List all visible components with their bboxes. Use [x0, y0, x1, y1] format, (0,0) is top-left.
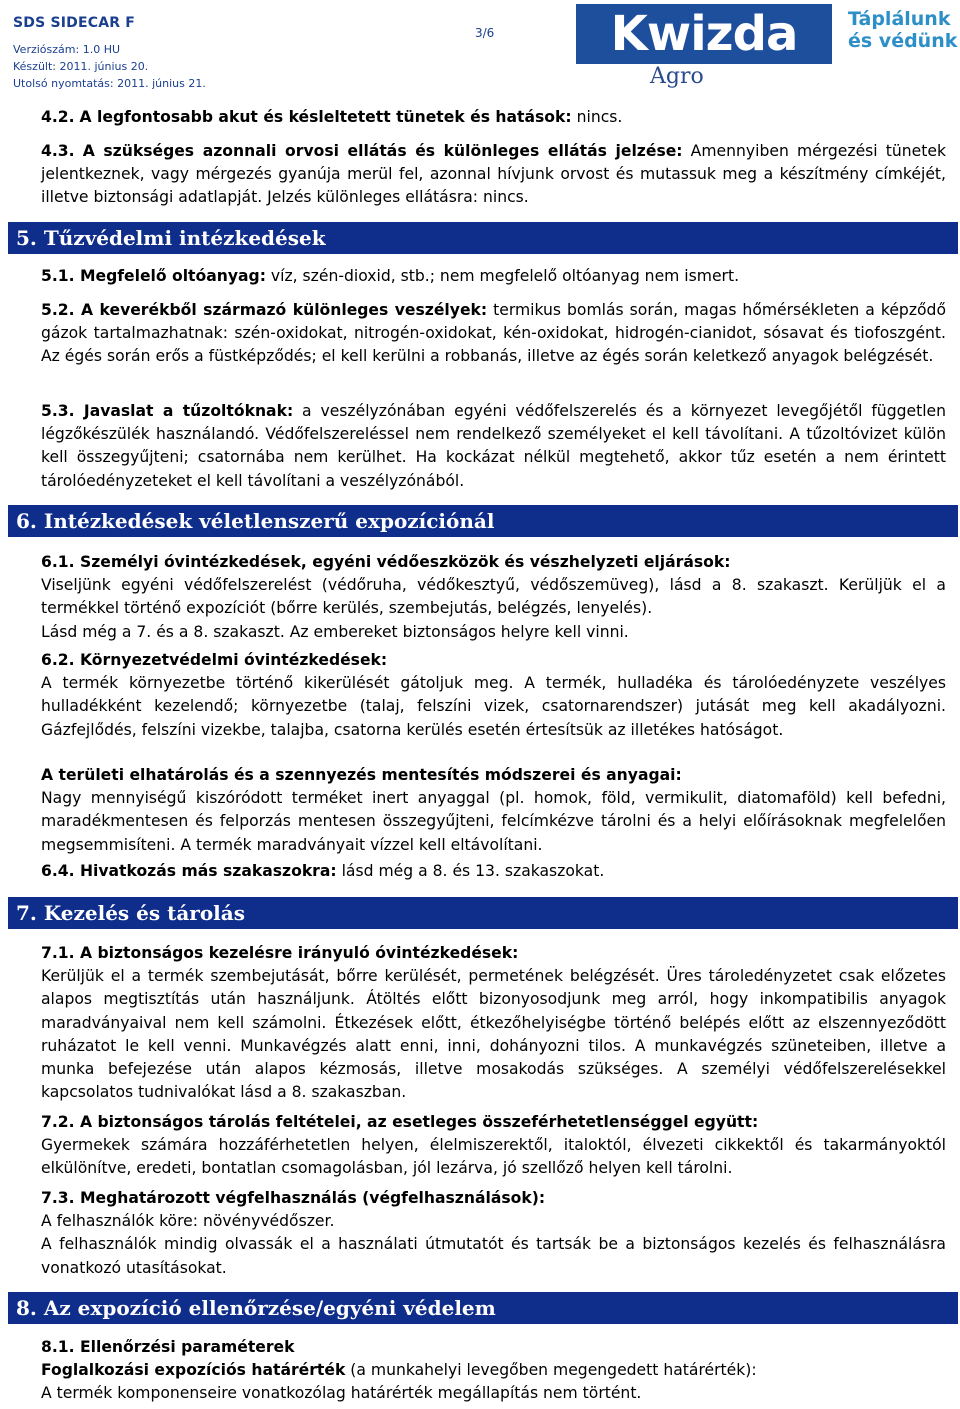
tagline — [848, 8, 957, 52]
section-5-3 — [41, 400, 946, 493]
section-7-2 — [41, 1111, 946, 1181]
created-label: Készült: — [13, 60, 56, 73]
s5-2-label: 5.2. A keverékből származó különleges veszélyek: — [41, 301, 488, 319]
s4-2-label: A legfontosabb akut és késleltetett tünetek és hatások: — [79, 108, 572, 126]
section-7-3 — [41, 1187, 946, 1280]
printed-line — [13, 77, 206, 90]
s5-1-label: 5.1. Megfelelő oltóanyag: — [41, 267, 266, 285]
s4-2-num: 4.2. — [41, 108, 75, 126]
s8-1-label: Foglalkozási expozíciós határérték — [41, 1361, 346, 1380]
s6-1-text: Viseljünk egyéni védőfelszerelést (védőruha, védőkesztyű, védőszemüveg), lásd a 8. szakaszt. Kerüljük el a termékkel történő expozíciót (bőrre kerülés, szembejutás, belégzés, lenyelés). — [41, 576, 946, 618]
version-value: 1.0 HU — [82, 43, 121, 56]
section-5-2 — [41, 299, 946, 369]
section-8-title: 8. Az expozíció ellenőrzése/egyéni védelem — [8, 1292, 958, 1324]
logo-text: Kwizda — [610, 6, 798, 62]
printed-label: Utolsó nyomtatás: — [13, 77, 114, 90]
tagline-line-1: Táplálunk — [848, 8, 951, 30]
section-4-2 — [41, 106, 946, 129]
section-8-1 — [41, 1336, 946, 1406]
s4-3-label: A szükséges azonnali orvosi ellátás és különleges ellátás jelzése: — [82, 142, 683, 160]
created-line — [13, 60, 148, 73]
s6-2-heading: 6.2. Környezetvédelmi óvintézkedések: — [41, 651, 388, 669]
logo-subtext: Agro — [650, 64, 704, 89]
s6-1-text2: Lásd még a 7. és a 8. szakaszt. Az embereket biztonságos helyre kell vinni. — [41, 622, 629, 641]
created-value: 2011. június 20. — [59, 60, 149, 73]
doc-type: SDS SIDECAR F — [13, 15, 136, 31]
document-header — [0, 0, 960, 100]
s7-3-text: A felhasználók köre: növényvédőszer. — [41, 1212, 335, 1231]
s5-2-text: termikus bomlás során, magas hőmérsékleten a képződő gázok tartalmazhatnak: szén-oxidokat, nitrogén-oxidokat, kén-oxidokat, hidrogén-cianidot, sósavat és tiofoszgént. Az égés során erős a füstképződés; el kell kerülni a robbanás, illetve az égés során keletkező anyagok belégzését. — [41, 301, 946, 366]
s5-3-label: 5.3. Javaslat a tűzoltóknak: — [41, 402, 294, 420]
page-number: 3/6 — [475, 26, 495, 40]
section-6-4 — [41, 860, 946, 883]
s7-3-heading: 7.3. Meghatározott végfelhasználás (végfelhasználások): — [41, 1189, 546, 1207]
tagline-line-2: és védünk — [848, 30, 958, 52]
section-6-3 — [41, 764, 946, 857]
section-7-title: 7. Kezelés és tárolás — [8, 897, 958, 929]
kwizda-logo — [576, 4, 832, 64]
s7-1-heading: 7.1. A biztonságos kezelésre irányuló óvintézkedések: — [41, 944, 519, 962]
section-7-1 — [41, 942, 946, 1104]
s6-3-text: Nagy mennyiségű kiszóródott terméket inert anyaggal (pl. homok, föld, vermikulit, diatomaföld) kell befedni, maradékmentesen és felporzás mentesen összegyűjteni, felcímkézve tárolni és a helyi előírásoknak megfelelően megsemmisíteni. A termék maradványait vízzel kell eltávolítani. — [41, 789, 946, 854]
s7-2-heading: 7.2. A biztonságos tárolás feltételei, az esetleges összeférhetetlenséggel együtt: — [41, 1113, 759, 1131]
s6-3-heading: A területi elhatárolás és a szennyezés mentesítés módszerei és anyagai: — [41, 766, 682, 784]
version-line — [13, 43, 120, 56]
s5-3-text: a veszélyzónában egyéni védőfelszerelés és a környezet levegőjétől független légzőkészülék használandó. Védőfelszereléssel nem rendelkező személyeket el kell távolítani. A tűzoltóvizet külön kell összegyűjteni; csatornába nem kerülhet. Ha kockázat nélkül megtehető, akkor tűz esetén a nem érintett tárolóedényzeteket el kell távolítani a veszélyzónából. — [41, 402, 947, 490]
s6-1-heading: 6.1. Személyi óvintézkedések, egyéni védőeszközök és vészhelyzeti eljárások: — [41, 553, 731, 571]
s6-4-label: 6.4. Hivatkozás más szakaszokra: — [41, 862, 337, 880]
s6-4-text: lásd még a 8. és 13. szakaszokat. — [336, 862, 605, 880]
s7-3-text2: A felhasználók mindig olvassák el a használati útmutatót és tartsák be a biztonságos kezelés és felhasználásra vonatkozó utasításokat. — [41, 1235, 946, 1277]
s5-1-text: víz, szén-dioxid, stb.; nem megfelelő oltóanyag nem ismert. — [265, 267, 740, 285]
s6-2-text: A termék környezetbe történő kikerülését gátoljuk meg. A termék, hulladéka és tárolóedényzete veszélyes hulladékként kezelendő; környezetbe (talaj, felszíni vizek, csatornarendszer) jutását meg kell akadályozni. Gázfejlődés, felszíni vizekbe, talajba, csatorna kerülés esetén értesítsük az illetékes hatóságot. — [41, 674, 946, 739]
section-4-3 — [41, 140, 946, 210]
s8-1-text: (a munkahelyi levegőben megengedett határérték): — [345, 1361, 757, 1380]
s8-1-heading: 8.1. Ellenőrzési paraméterek — [41, 1338, 295, 1356]
s7-1-text: Kerüljük el a termék szembejutását, bőrre kerülését, permetének belégzését. Üres tároledényzetet csak előzetes alapos megtisztítás után használjunk. Átöltés előtt bizonyosodjunk meg arról, hogy inkompatibilis anyagok maradványaival nem kell számolni. Étkezések előtt, étkezőhelyiségbe történő belépés előtt az elszennyeződött ruházatot le kell venni. Munkavégzés alatt enni, inni, dohányozni tilos. A munkavégzés szüneteiben, illetve a munka befejezése után alapos kézmosás, illetve mosakodás szükséges. A személyi védőfelszerelésekkel kapcsolatos tudnivalókat lásd a 8. szakaszban. — [41, 967, 946, 1102]
section-6-1 — [41, 551, 946, 644]
s7-2-text: Gyermekek számára hozzáférhetetlen helyen, élelmiszerektől, italoktól, élvezeti cikkektől és takarmányoktól elkülönítve, eredeti, bontatlan csomagolásban, jól lezárva, jó szellőző helyen kell tárolni. — [41, 1136, 946, 1178]
s4-3-text: Amennyiben mérgezési tünetek jelentkeznek, vagy mérgezés gyanúja merül fel, azonnal hívjunk orvost és mutassuk meg a készítmény címkéjét, illetve biztonsági adatlapját. Jelzés különleges ellátásra: nincs. — [41, 142, 946, 207]
section-5-title: 5. Tűzvédelmi intézkedések — [8, 222, 958, 254]
printed-value: 2011. június 21. — [117, 77, 206, 90]
section-5-1 — [41, 265, 946, 288]
section-6-2 — [41, 649, 946, 742]
s4-2-text: nincs. — [571, 108, 623, 126]
version-label: Verziószám: — [13, 43, 80, 56]
s8-1-text2: A termék komponenseire vonatkozólag határérték megállapítás nem történt. — [41, 1384, 642, 1403]
section-6-title: 6. Intézkedések véletlenszerű expozíciónál — [8, 505, 958, 537]
s4-3-num: 4.3. — [41, 142, 75, 160]
